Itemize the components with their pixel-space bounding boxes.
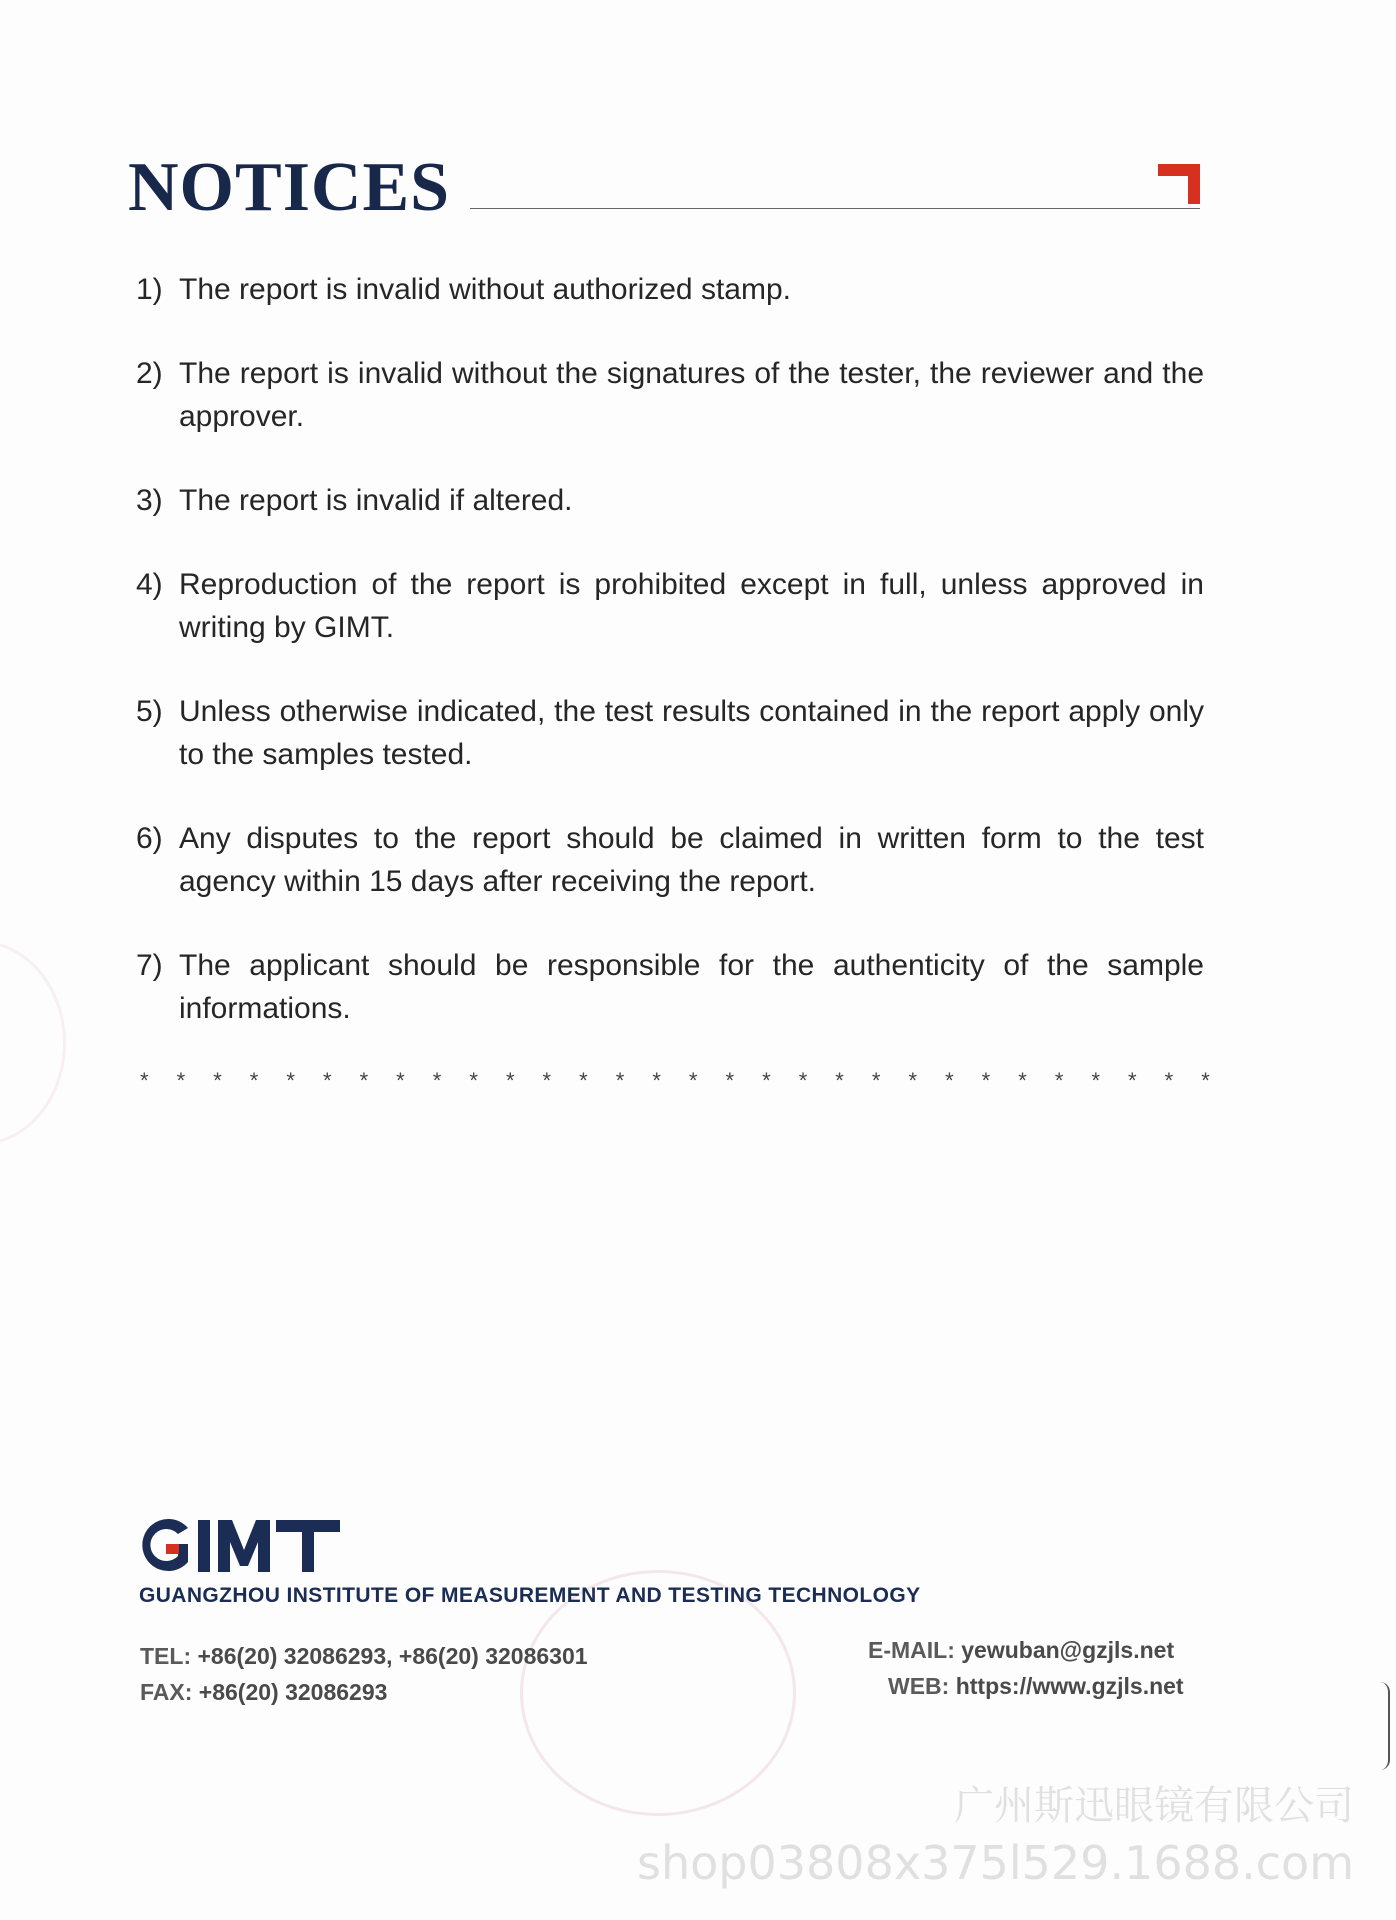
email-label: E-MAIL: bbox=[868, 1637, 955, 1663]
asterisk-mark: * bbox=[1128, 1068, 1137, 1093]
notice-item bbox=[136, 479, 1204, 522]
red-corner-mark-icon bbox=[1158, 164, 1200, 204]
asterisk-mark: * bbox=[140, 1068, 149, 1093]
notice-text: Unless otherwise indicated, the test results contained in the report apply only to the samples tested. bbox=[179, 695, 1204, 771]
tel-label: TEL: bbox=[140, 1643, 192, 1669]
fax-value: +86(20) 32086293 bbox=[198, 1679, 388, 1705]
tel-line bbox=[140, 1638, 588, 1674]
notice-number: 2) bbox=[136, 357, 163, 390]
asterisk-mark: * bbox=[505, 1068, 515, 1093]
asterisk-mark: * bbox=[542, 1068, 552, 1093]
email-line bbox=[868, 1632, 1184, 1668]
asterisk-mark: * bbox=[871, 1068, 881, 1093]
header-rule bbox=[470, 208, 1200, 209]
web-value: https://www.gzjls.net bbox=[955, 1673, 1184, 1699]
asterisk-mark: * bbox=[286, 1068, 295, 1093]
web-label: WEB: bbox=[888, 1673, 950, 1699]
contact-phone-block bbox=[140, 1638, 588, 1710]
scan-edge-bracket bbox=[1378, 1682, 1390, 1770]
asterisk-mark: * bbox=[432, 1068, 442, 1093]
asterisk-mark: * bbox=[762, 1068, 771, 1093]
notice-item bbox=[136, 817, 1204, 903]
notice-number: 4) bbox=[136, 568, 163, 601]
asterisk-mark: * bbox=[981, 1068, 991, 1093]
asterisk-mark: * bbox=[249, 1068, 259, 1093]
page-title: NOTICES bbox=[128, 149, 451, 226]
asterisk-mark: * bbox=[469, 1068, 478, 1093]
web-line bbox=[868, 1668, 1184, 1704]
notice-item bbox=[136, 563, 1204, 649]
fax-line bbox=[140, 1674, 588, 1710]
asterisk-mark: * bbox=[688, 1068, 698, 1093]
notice-number: 5) bbox=[136, 695, 163, 728]
asterisk-mark: * bbox=[945, 1068, 954, 1093]
asterisk-mark: * bbox=[1054, 1068, 1064, 1093]
watermark-shop-url: shop03808x375l529.1688.com bbox=[637, 1836, 1354, 1890]
notice-text: The report is invalid without authorized stamp. bbox=[179, 273, 791, 306]
asterisk-separator bbox=[140, 1068, 1210, 1098]
notice-number: 6) bbox=[136, 822, 163, 855]
asterisk-mark: * bbox=[1164, 1068, 1174, 1093]
notice-list bbox=[136, 268, 1204, 1071]
asterisk-mark: * bbox=[396, 1068, 405, 1093]
asterisk-mark: * bbox=[176, 1068, 186, 1093]
institute-name: GUANGZHOU INSTITUTE OF MEASUREMENT AND TESTING TECHNOLOGY bbox=[139, 1584, 921, 1607]
asterisk-mark: * bbox=[725, 1068, 735, 1093]
faint-stamp-impression-left bbox=[0, 940, 66, 1146]
asterisk-mark: * bbox=[1018, 1068, 1027, 1093]
notices-header bbox=[128, 148, 1198, 228]
tel-value: +86(20) 32086293, +86(20) 32086301 bbox=[197, 1643, 588, 1669]
notice-text: The applicant should be responsible for the authenticity of the sample informations. bbox=[179, 949, 1204, 1025]
notice-text: The report is invalid without the signatures of the tester, the reviewer and the approver. bbox=[179, 357, 1204, 433]
asterisk-mark: * bbox=[322, 1068, 332, 1093]
notice-item bbox=[136, 352, 1204, 438]
asterisk-mark: * bbox=[1201, 1068, 1210, 1093]
contact-web-block bbox=[868, 1632, 1184, 1704]
asterisk-mark: * bbox=[798, 1068, 808, 1093]
notice-number: 3) bbox=[136, 484, 163, 517]
asterisk-mark: * bbox=[359, 1068, 369, 1093]
notice-item bbox=[136, 268, 1204, 311]
asterisk-mark: * bbox=[908, 1068, 918, 1093]
notice-number: 7) bbox=[136, 949, 163, 982]
asterisk-mark: * bbox=[579, 1068, 588, 1093]
gimt-logo bbox=[136, 1514, 342, 1576]
watermark-company: 广州斯迅眼镜有限公司 bbox=[954, 1783, 1354, 1829]
asterisk-mark: * bbox=[1091, 1068, 1100, 1093]
notice-text: Any disputes to the report should be claimed in written form to the test agency within 15 days after receiving the report. bbox=[179, 822, 1204, 898]
asterisk-mark: * bbox=[835, 1068, 844, 1093]
notice-item bbox=[136, 690, 1204, 776]
email-value: yewuban@gzjls.net bbox=[961, 1637, 1175, 1663]
notice-text: Reproduction of the report is prohibited except in full, unless approved in writing by GIMT. bbox=[179, 568, 1204, 644]
notice-text: The report is invalid if altered. bbox=[179, 484, 573, 517]
asterisk-mark: * bbox=[615, 1068, 625, 1093]
asterisk-mark: * bbox=[213, 1068, 222, 1093]
asterisk-mark: * bbox=[652, 1068, 661, 1093]
fax-label: FAX: bbox=[140, 1679, 193, 1705]
notice-number: 1) bbox=[136, 273, 163, 306]
notice-item bbox=[136, 944, 1204, 1030]
